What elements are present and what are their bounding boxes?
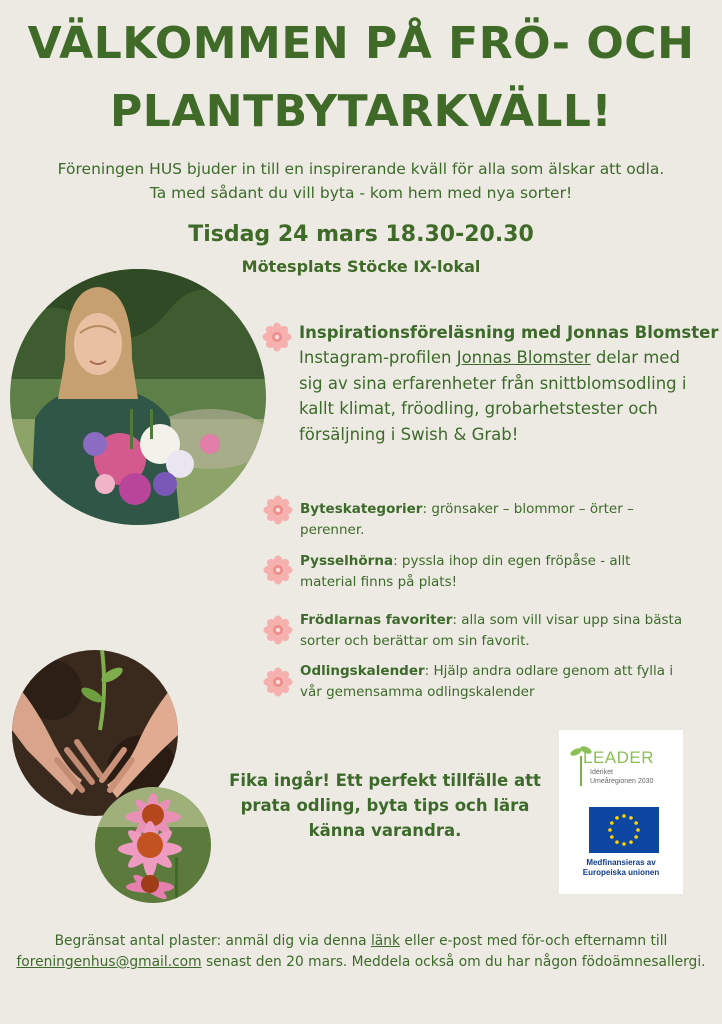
bullet-text: perenner.	[300, 522, 365, 538]
intro-line1: Föreningen HUS bjuder in till en inspirerande kväll för alla som älskar att odla.	[57, 160, 665, 178]
lecture-title: Inspirationsföreläsning med Jonnas Blomster	[299, 323, 719, 342]
bullet-title: Frödlarnas favoriter	[300, 612, 453, 628]
eu-star	[634, 821, 638, 825]
fika-line2: prata odling, byta tips och lära	[240, 796, 530, 815]
eu-star	[610, 821, 614, 825]
eu-star	[634, 835, 638, 839]
footer-line2	[0, 951, 722, 973]
email-link[interactable]: foreningenhus@gmail.com	[16, 954, 202, 970]
eu-star	[629, 840, 633, 844]
bullet-pysselhorna	[300, 551, 630, 593]
echinacea-photo	[95, 787, 211, 903]
leader-logo-subtitle	[590, 768, 653, 786]
page-title-line2: PLANTBYTARKVÄLL!	[109, 86, 613, 137]
bullet-text: sorter och berättar om sin favorit.	[300, 633, 530, 649]
footer-text: senast den 20 mars. Meddela också om du har någon födoämnesallergi.	[201, 954, 706, 970]
page-title-line1: VÄLKOMMEN PÅ FRÖ- OCH	[27, 18, 695, 69]
leader-sub1: Idériket	[590, 769, 613, 776]
flower-icon	[263, 495, 293, 525]
eu-flag-icon	[589, 807, 659, 853]
lecture-description	[299, 345, 719, 447]
bullet-title: Pysselhörna	[300, 553, 394, 569]
flower-icon	[263, 667, 293, 697]
lecture-line2: sig av sina erfarenheter från snittblomsodling i	[299, 373, 687, 393]
footer-text: eller e-post med för-och efternamn till	[399, 933, 668, 949]
bullet-froodlarnas-favoriter	[300, 610, 682, 652]
bullet-text: : Hjälp andra odlare genom att fylla i	[424, 663, 674, 679]
portrait-photo	[10, 269, 266, 525]
lecture-line1-pre: Instagram-profilen	[299, 348, 457, 367]
eu-star	[608, 828, 612, 832]
fika-text	[225, 768, 545, 843]
flower-icon	[263, 615, 293, 645]
eu-cofunded-text	[559, 858, 683, 878]
lecture-line1-post: delar med	[590, 348, 680, 367]
eu-star	[622, 842, 626, 846]
lecture-line3: kallt klimat, fröodling, grobarhetstester och	[299, 399, 658, 418]
flower-icon	[262, 322, 292, 352]
eu-star	[610, 835, 614, 839]
footer-line1	[0, 930, 722, 952]
lecture-line4: försäljning i Swish & Grab!	[299, 424, 519, 444]
bullet-byteskategorier	[300, 499, 634, 541]
bullet-title: Byteskategorier	[300, 501, 423, 517]
bullet-text: : pyssla ihop din egen fröpåse - allt	[393, 553, 631, 569]
bullet-title: Odlingskalender	[300, 663, 425, 679]
eu-line1: Medfinansieras av	[586, 858, 656, 867]
bullet-text: : grönsaker – blommor – örter –	[422, 501, 634, 517]
intro-line2: Ta med sådant du vill byta - kom hem med nya sorter!	[149, 184, 573, 202]
fika-line3: känna varandra.	[308, 821, 462, 840]
sponsor-logos-panel	[559, 730, 683, 894]
registration-link[interactable]: länk	[370, 933, 400, 949]
jonnas-blomster-link[interactable]: Jonnas Blomster	[456, 348, 591, 367]
event-venue: Mötesplats Stöcke IX-lokal	[241, 257, 481, 276]
event-date: Tisdag 24 mars 18.30-20.30	[188, 222, 534, 247]
bullet-text: : alla som vill visar upp sina bästa	[452, 612, 683, 628]
eu-star	[629, 816, 633, 820]
leader-logo-text: LEADER	[583, 748, 655, 767]
eu-star	[615, 840, 619, 844]
eu-star	[636, 828, 640, 832]
flower-icon	[263, 555, 293, 585]
bullet-text: vår gemensamma odlingskalender	[300, 684, 535, 700]
eu-line2: Europeiska unionen	[582, 868, 660, 877]
footer-text: Begränsat antal plaster: anmäl dig via denna	[54, 933, 371, 949]
eu-star	[615, 816, 619, 820]
leader-sub2: Umeåregionen 2030	[590, 778, 654, 785]
eu-star	[622, 814, 626, 818]
fika-line1: Fika ingår! Ett perfekt tillfälle att	[229, 771, 541, 790]
bullet-text: material finns på plats!	[300, 574, 458, 590]
bullet-odlingskalender	[300, 661, 673, 703]
